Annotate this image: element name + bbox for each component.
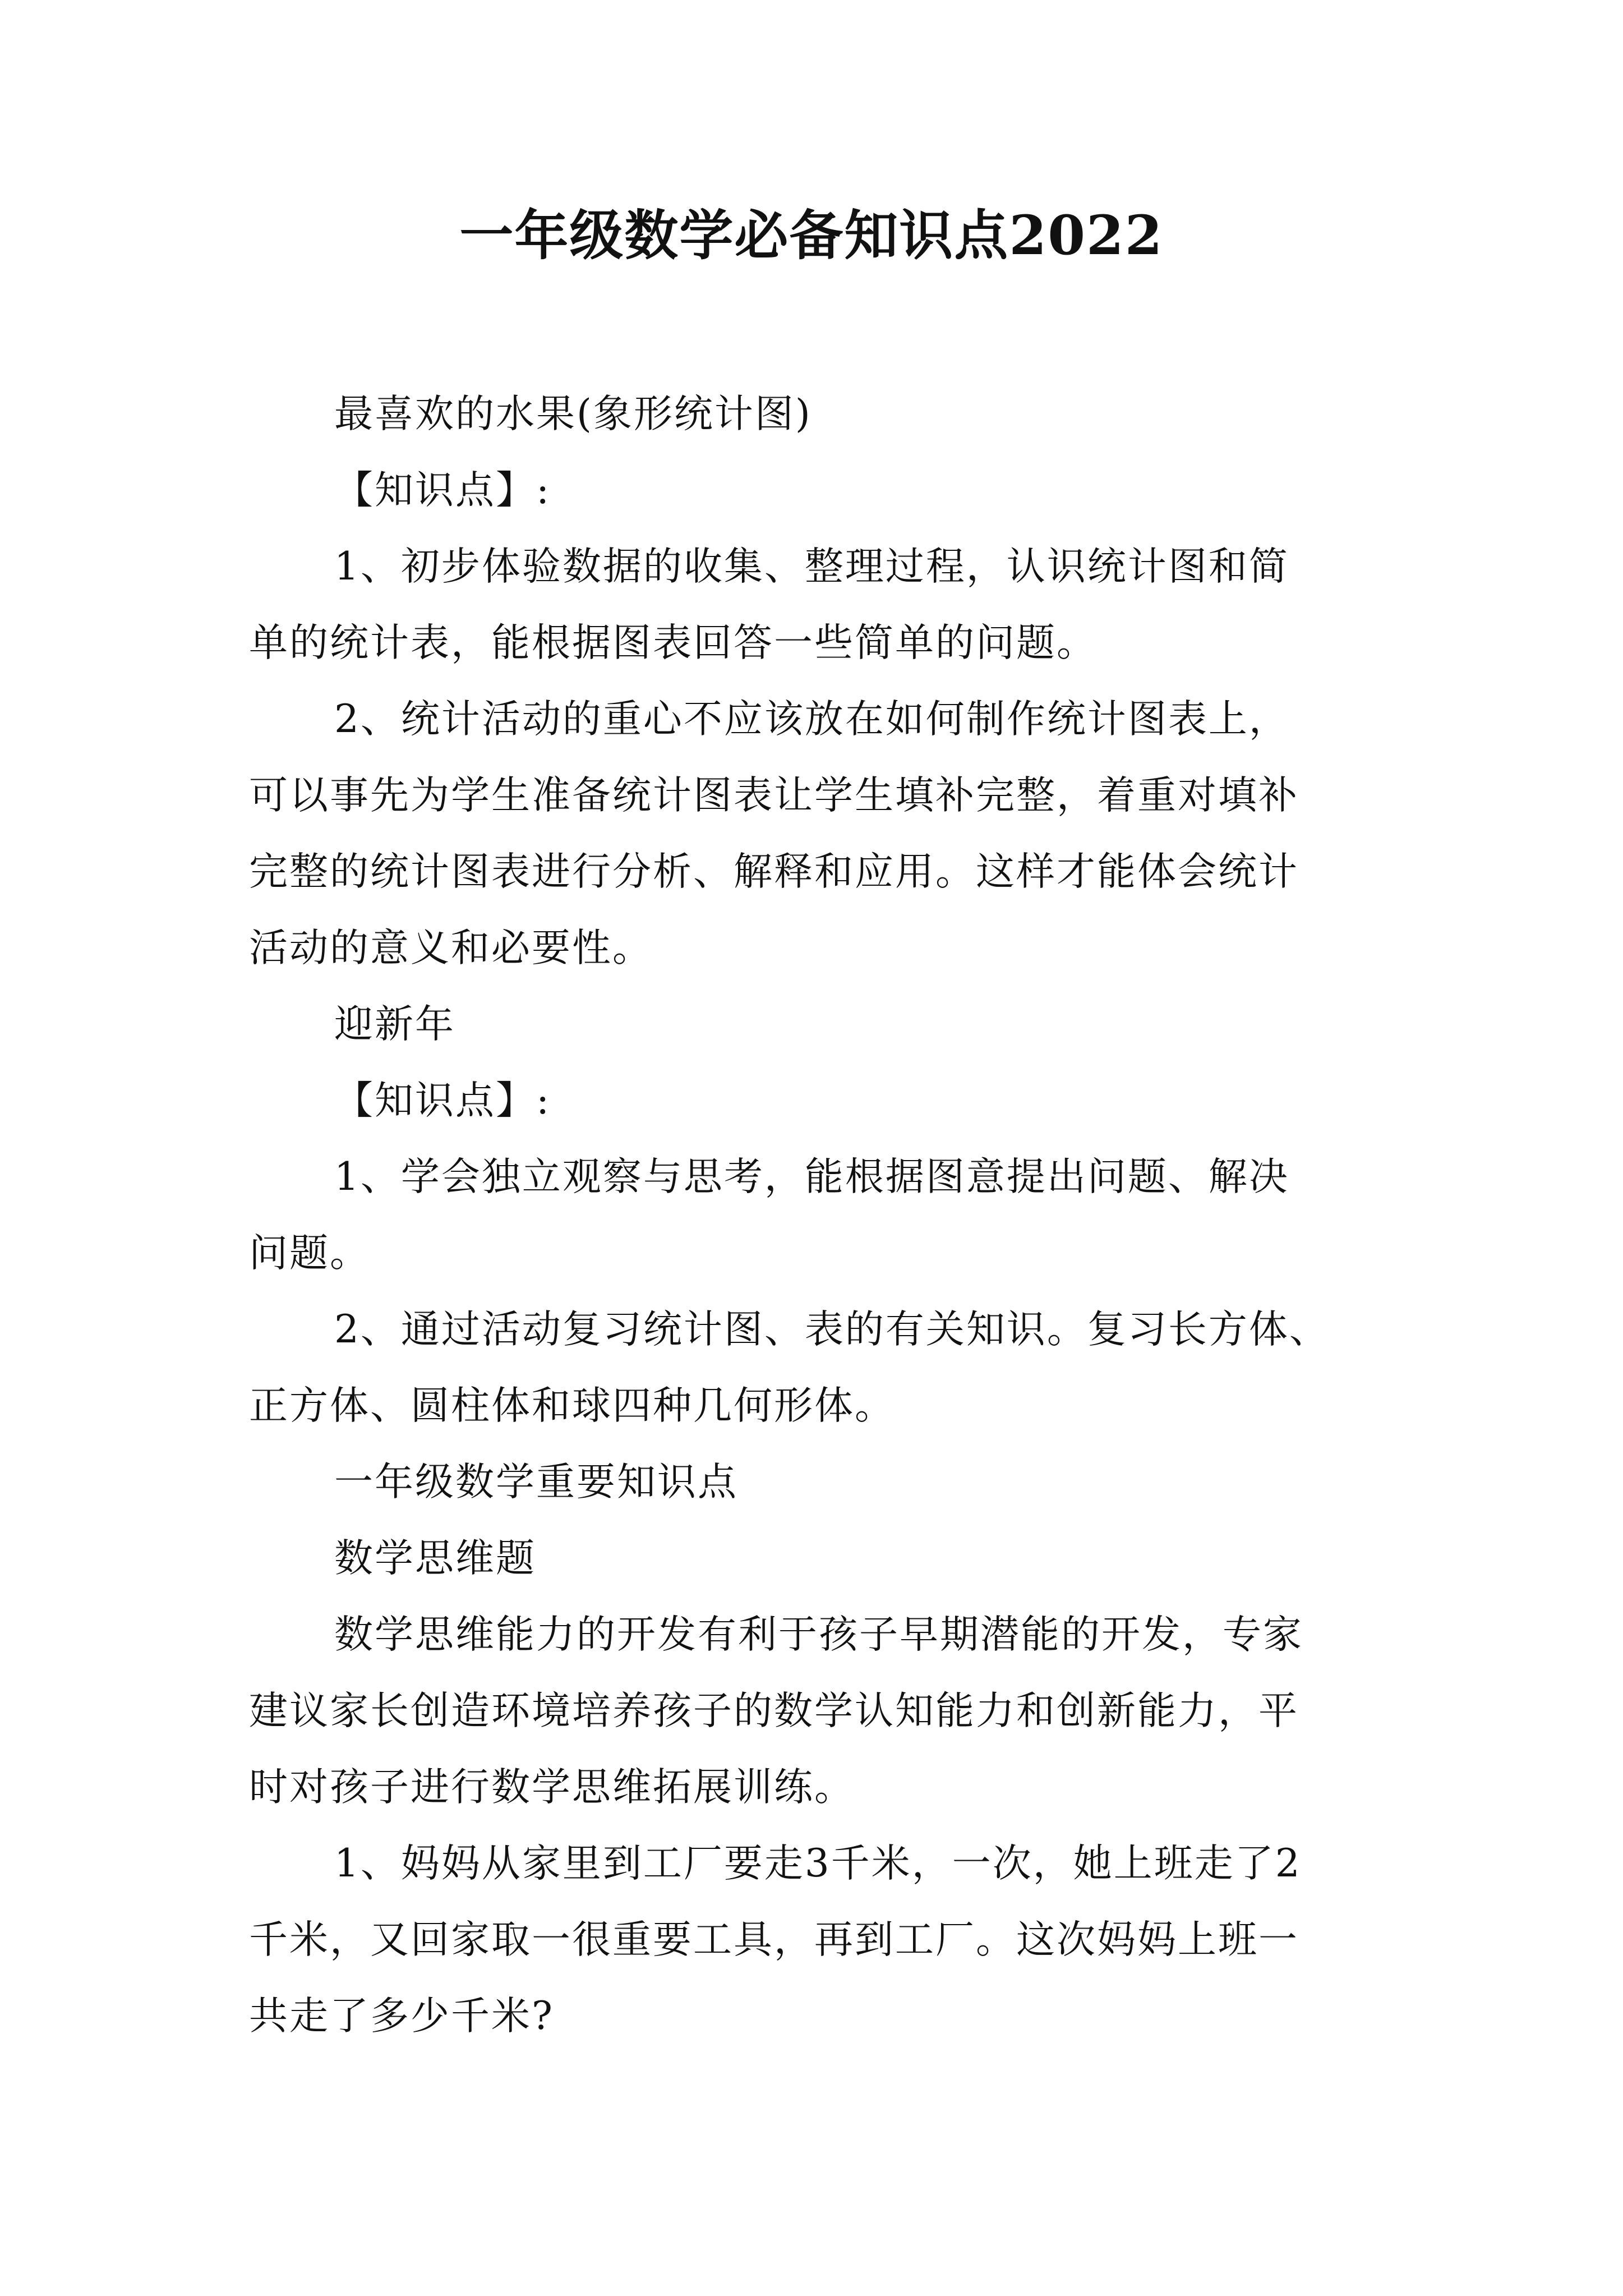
paragraph-line: 正方体、圆柱体和球四种几何形体。 (249, 1383, 895, 1428)
section-heading-fruit: 最喜欢的水果(象形统计图) (334, 392, 812, 436)
knowledge-point-label: 【知识点】: (334, 468, 551, 513)
question-line: 千米，又回家取一很重要工具，再到工厂。这次妈妈上班一 (249, 1917, 1299, 1962)
paragraph-line: 完整的统计图表进行分析、解释和应用。这样才能体会统计 (249, 849, 1299, 894)
question-line: 共走了多少千米? (249, 1994, 554, 2039)
paragraph-line: 2、通过活动复习统计图、表的有关知识。复习长方体、 (334, 1307, 1330, 1352)
paragraph-line: 2、统计活动的重心不应该放在如何制作统计图表上， (334, 697, 1289, 742)
paragraph-line: 问题。 (249, 1231, 370, 1276)
paragraph-line: 时对孩子进行数学思维拓展训练。 (249, 1765, 855, 1810)
document-title: 一年级数学必备知识点2022 (459, 204, 1164, 267)
section-heading-important-points: 一年级数学重要知识点 (334, 1460, 738, 1504)
knowledge-point-label: 【知识点】: (334, 1078, 551, 1123)
paragraph-line: 建议家长创造环境培养孩子的数学认知能力和创新能力，平 (249, 1688, 1299, 1733)
section-heading-new-year: 迎新年 (334, 1002, 455, 1047)
paragraph-line: 单的统计表，能根据图表回答一些简单的问题。 (249, 620, 1097, 665)
paragraph-line: 数学思维能力的开发有利于孩子早期潜能的开发，专家 (334, 1612, 1303, 1657)
document-body (249, 376, 1376, 2054)
paragraph-line: 1、学会独立观察与思考，能根据图意提出问题、解决 (334, 1154, 1289, 1199)
paragraph-line: 1、初步体验数据的收集、整理过程，认识统计图和简 (334, 544, 1289, 589)
paragraph-line: 可以事先为学生准备统计图表让学生填补完整，着重对填补 (249, 773, 1299, 818)
section-heading-thinking-questions: 数学思维题 (334, 1536, 536, 1581)
paragraph-line: 活动的意义和必要性。 (249, 926, 653, 970)
question-line: 1、妈妈从家里到工厂要走3千米，一次，她上班走了2 (334, 1841, 1302, 1886)
